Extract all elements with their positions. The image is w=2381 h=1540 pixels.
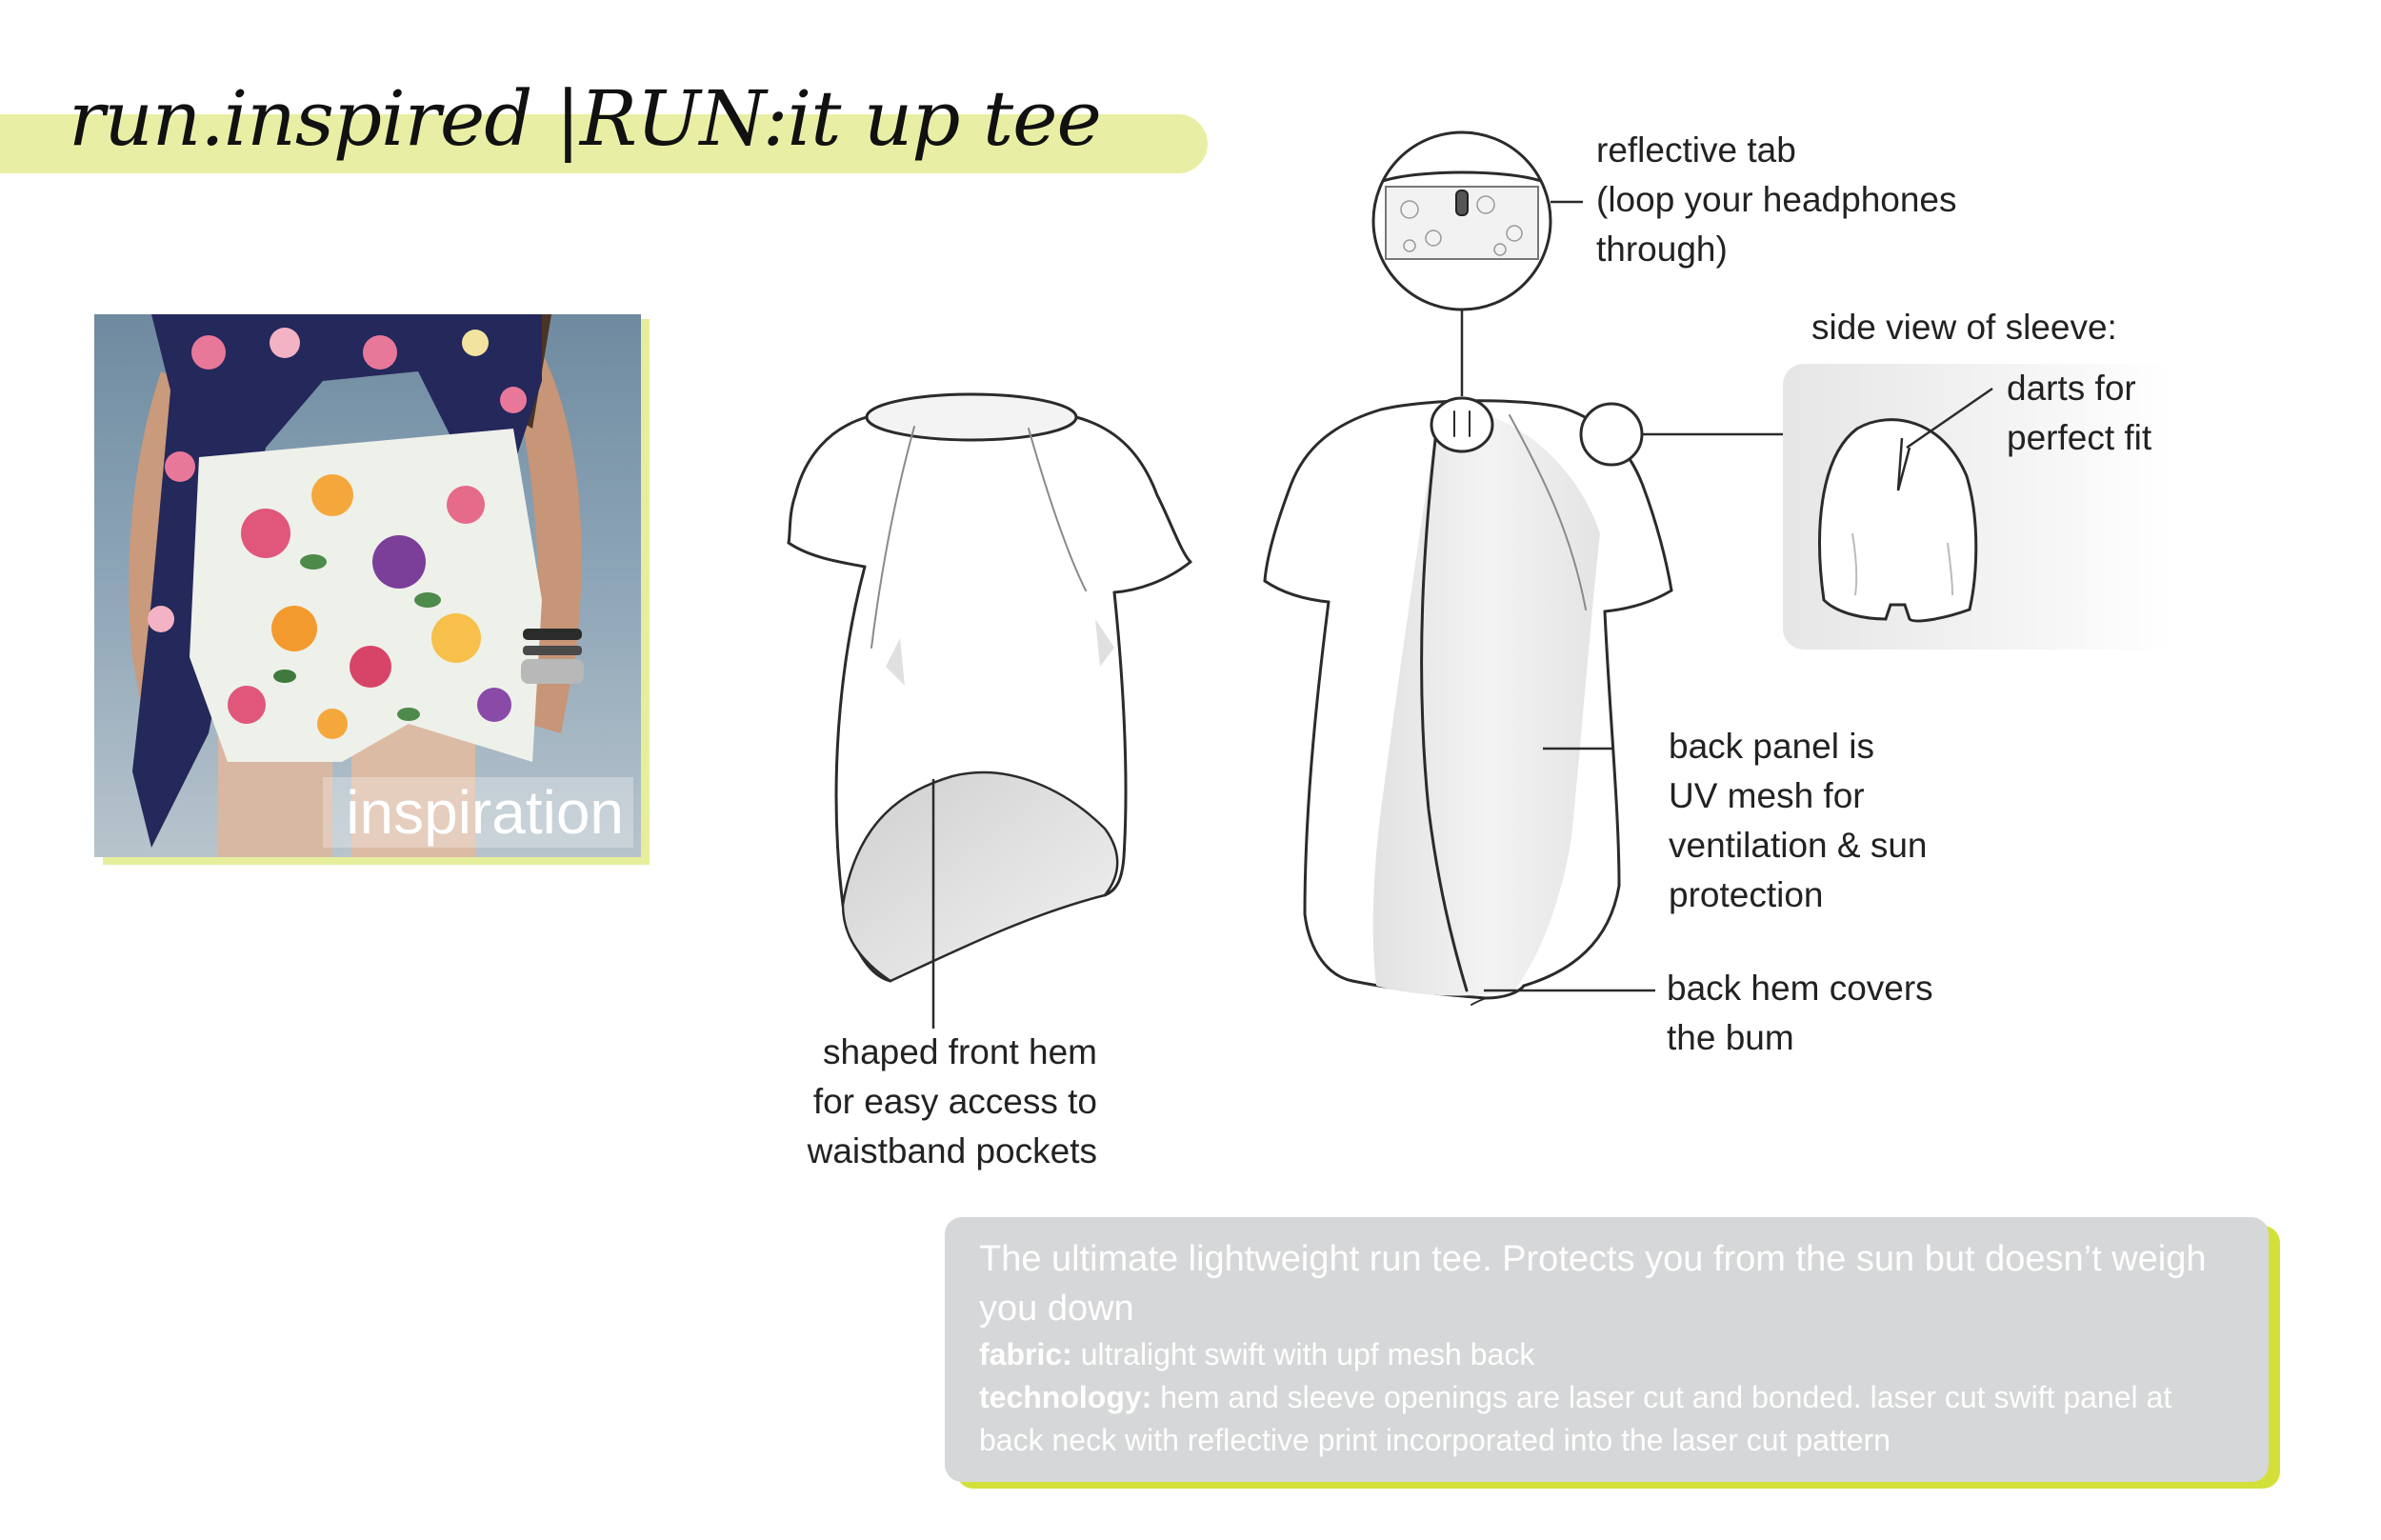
- page-title: run.inspired |RUN:it up tee: [69, 74, 1101, 163]
- front-hem-label: shaped front hem for easy access to waistband pockets: [807, 1032, 1097, 1170]
- back-panel-label: back panel is UV mesh for ventilation & sun protection: [1669, 727, 1928, 914]
- product-description: [945, 1217, 2269, 1482]
- reflective-tab-detail: [1373, 132, 1551, 396]
- technology-line: [979, 1376, 2234, 1462]
- darts-label: darts for perfect fit: [2007, 369, 2152, 457]
- fabric-line: [979, 1333, 2234, 1376]
- technology-value: hem and sleeve openings are laser cut and bonded. laser cut swift panel at back neck with reflective print incorporated into the laser cut pattern: [979, 1380, 2172, 1457]
- back-view-sketch: [1265, 398, 1671, 1005]
- fabric-value: ultralight swift with upf mesh back: [1080, 1337, 1535, 1371]
- technology-label: technology:: [979, 1380, 1152, 1414]
- back-hem-label: back hem covers the bum: [1667, 969, 1933, 1057]
- reflective-tab-label: reflective tab (loop your headphones through): [1596, 130, 1957, 269]
- fabric-label: fabric:: [979, 1337, 1072, 1371]
- front-view-sketch: [789, 394, 1190, 981]
- side-view-heading: side view of sleeve:: [1811, 308, 2117, 347]
- product-headline: The ultimate lightweight run tee. Protects you from the sun but doesn’t weigh you down: [979, 1239, 2207, 1329]
- inspiration-caption: inspiration: [323, 777, 633, 848]
